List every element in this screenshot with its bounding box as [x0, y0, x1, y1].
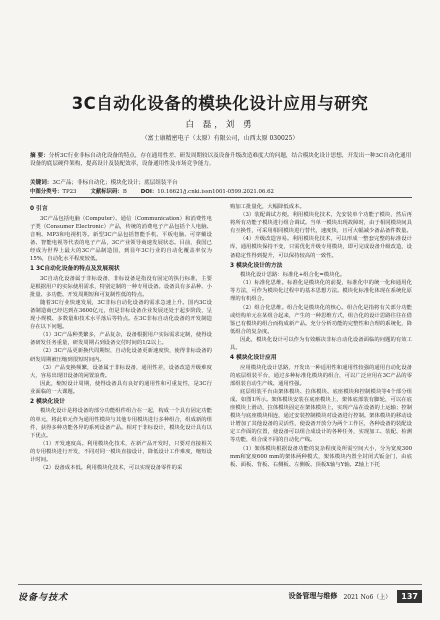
paragraph: （4）升级改造容易。利用模块化技术，可以形成一整套完整的标准设计库，通用模块保持不变，只需优化升级专用模块，即可完成设备升级改造，设备稳定性得到提升，可以保持较高的一致性。 — [230, 236, 412, 259]
clc-number: 中图分类号：TP23 — [30, 189, 77, 195]
section-heading: 1 3C自动化设备的特点及发展现状 — [30, 266, 120, 273]
paragraph: （1）架体模块根据设备功能的复杂程度及所需空间大小，分为宽度300 mm和宽度600 mm的架体两种模式，架体模块内置全封闭式钣金门，由底板、面板、背板、右侧板、左侧板、顶板X轴与Y轴、Z轴上下托 — [230, 445, 412, 468]
abstract — [30, 152, 412, 169]
paragraph: （1）开发速度高。利用模块化技术，在新产品开发时，只要对直接相关的专用模块进行开发，不同对同一模块直接设计，降低设计工作难度，缩短设计时间。 — [30, 440, 212, 464]
column-name: 设备与技术 — [18, 592, 69, 603]
page-footer — [18, 586, 422, 606]
authors: 白 磊，刘 勇 — [185, 120, 255, 130]
abstract-text: 分析3C行业非标自动化设备的特点，存在通用性差、研发周期较以及设备升级改造难度大的问题，结合模块化设计思想，开发出一种3C自动化通用设备的底层硬件架构，提高设计及装配效率，设备通用性及市场竞争能力。 — [30, 153, 412, 168]
paragraph: （1）标准化思维。标准化是模块化的前提，标准化中的统一化和通用化等方法，可作为模块化过程中的基本思想方法。模块化标准化体现在系统化原理的有机组合。 — [230, 280, 412, 303]
paragraph: 因此，缩短设计周期，使得设备具有良好的通用性和可重复性，是3C行业面临的一大课题。 — [30, 380, 212, 395]
issue-label: 2021 No6（上） — [343, 593, 392, 601]
paragraph: 模块化设计是将设备的部分功能组件组合在一起，构成一个具有固定功能的单元，将此单元作为通用性模块与其他专用模块进行多种组合，组成新的组件，获得多种功能各异的系列设备产品。相对于非标设计，模块化设计具有以下优点。 — [30, 408, 212, 439]
paragraph: 模块化设计思路：标准化+组合化=模块化。 — [240, 272, 346, 279]
keywords-text: 3C产品；非标自动化；模块化设计；底层组装平台 — [52, 180, 178, 186]
section-heading: 4 模块化设计应用 — [230, 355, 277, 362]
paragraph: （3）产品变换频繁，设备属于非标设备，通用性差，设备改造升级难度大，容易出现旧设备的闲置浪费。 — [30, 364, 212, 379]
paragraph: 应用模块化设计思路，开发出一种适用性和通用性较强的通用自动化设备的底层组装平台，通过多种标准化模块的组合，可以广泛应用在3C产品的零部组装自动生产线、通用性强。 — [230, 364, 412, 387]
paragraph: 3C自动化设备属于非标设备，非标设备是指没有固定的执行标准，主要是根据用户的实际使用需求，特别定制的一种专用设备。设备具有多品种、小批量、多功能、开发周期短和可复制性低的特点。 — [30, 275, 212, 298]
paragraph: 因此，模块化设计可以作为有效解决非标自动化设备面临的问题的有效工具。 — [230, 336, 412, 351]
paragraph: （2）组合化思维。组合化是模块化的核心。组合化是指将有关部分功能或结构单元在某组合起来，产生的一种思维方式，组合化的设计思路往往在借鉴已有模块的组合而构成新产品。充分分析功能的完整性和合理的系统化，降低组合的复杂度。 — [230, 304, 412, 335]
paragraph: 随着3C行业快速发展，3C非标自动化设备的需求急速上升。国内3C设备制造商已经达到在3600亿元，但是非标设备企业发展还处于起步阶段，呈现小规模、多数量和技术水平落后等特点。在3C非标自动化设备的开发制造存在以下问题。 — [30, 299, 212, 331]
footer-divider — [18, 584, 422, 585]
article-title: 3C自动化设备的模块化设计应用与研究 — [71, 94, 369, 113]
right-column — [230, 203, 412, 469]
left-column — [30, 203, 212, 472]
classification-line — [30, 187, 412, 195]
keywords-label: 关键词： — [30, 180, 53, 186]
paragraph: 底层组装平台由架体模块、拉体模块、底座模块和控制模块等4个部分组成。如图1所示。架体模块安装在底座模块上，架体底部装有脚轮，可以在底座模块上滑动，拉体模块固定在架体模块上，实现产品在设备的上运输；控制模块与底座模块相连，通过安装控制模块对设备进行控制。架体模块的移动设计增加了其他设备的灵活性，使设备开放分为两个工作区，各种设备的装配设定工作面的位置，使设备可以组合成设计的各种任务，实现加工、装配、检测等功能，组合成不同的自动化产线。 — [230, 388, 412, 444]
document-code: 文献标识码：B — [90, 189, 127, 195]
abstract-label: 摘 要： — [30, 153, 49, 159]
section-heading: 0 引言 — [30, 206, 48, 212]
paragraph: （1）3C产品种类繁多，产品复杂，设备根据用户实际需求定制，使得设备研发任务重量，研发周期占到设备交付时间的1/2以上。 — [30, 332, 212, 347]
paragraph: 购加工批量化，大幅降低成本。 — [230, 204, 305, 210]
header-divider — [30, 197, 412, 198]
footer-right — [288, 590, 422, 603]
journal-name: 设备管理与维修 — [288, 592, 338, 600]
keywords — [30, 178, 412, 186]
section-heading: 3 模块化设计的方法 — [230, 262, 283, 269]
doi: DOI：10.16621/j.cnki.issn1001-0599.2021.06.62 — [140, 189, 274, 195]
paragraph: （2）设备成本低。利用模块化技术，可以实现设备零件的采 — [40, 465, 183, 472]
section-heading: 2 模块化设计 — [30, 398, 66, 405]
paragraph: （2）3C产品更新换代周期短，自动化设备更新速度快，使得非标设备的研发周期被压缩到很短时间内。 — [30, 348, 212, 363]
affiliation: （富士康精密电子（太原）有限公司，山西太原 030025） — [141, 135, 299, 142]
paragraph: （3）装配调试方便。利用模块化技术，先安装单个功能子模块，然后再将所有功能子模块进行组合调试。当单一模块出现故障时，由于相同模块间具有互换性，可采用相同模块进行替代，速度快，且可大幅减少备品备件数量。 — [230, 212, 412, 235]
page-number: 137 — [397, 590, 422, 603]
paragraph: 3C产品包括电脑（Computer）、通信（Communication）和消费性电子类（Consumer Electronic）产品，传统的消费电子产品包括个人电脑、音响、MP3和电视机等。新型3C产品包括智能手机、平板电脑、可穿戴设备、智能电视等代表的电子产品，3C产业领导商速发展状态。目前，我国已经成为世界上最大的3C产品制造国，到显年3C行业的自动化覆盖率仅为15%，自动化水平程度较低。 — [30, 215, 212, 262]
